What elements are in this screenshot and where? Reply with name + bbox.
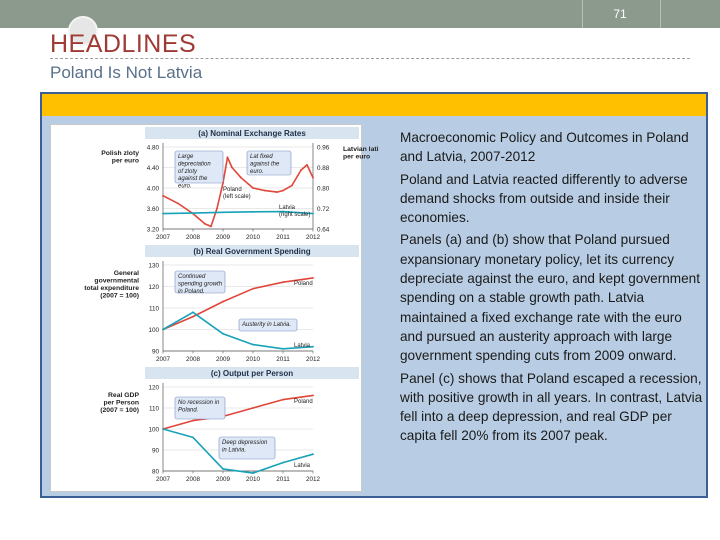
poland-point	[222, 301, 224, 303]
text-paragraph-1: Poland and Latvia reacted differently to adverse demand shocks from outside and inside their economies.	[400, 171, 688, 226]
poland-point	[204, 223, 206, 225]
y-tick-label: 110	[148, 305, 159, 313]
y-tick-label: 4.80	[146, 144, 159, 152]
latvia-point	[192, 437, 194, 439]
y-tick-label: 120	[148, 283, 159, 291]
callout-text: Deep depression	[222, 440, 268, 446]
poland-point	[162, 195, 164, 197]
y-axis-label: per Person	[103, 399, 139, 407]
latvia-point	[222, 211, 224, 213]
x-tick-label: 2012	[305, 476, 321, 483]
latvia-point	[162, 329, 164, 331]
callout-text: Lat fixed	[250, 154, 273, 160]
series-label: (right scale)	[279, 212, 311, 218]
x-tick-label: 2010	[245, 476, 261, 483]
latvia-point	[252, 472, 254, 474]
y2-axis-label: Latvian lati	[343, 146, 379, 153]
y2-tick-label: 0.72	[317, 205, 330, 213]
poland-point	[282, 190, 284, 192]
panel-title: (b) Real Government Spending	[193, 247, 311, 256]
y-tick-label: 90	[151, 348, 159, 356]
poland-point	[300, 169, 302, 171]
x-tick-label: 2012	[305, 234, 321, 241]
x-tick-label: 2011	[276, 356, 290, 363]
callout-text: euro.	[178, 183, 192, 190]
poland-point	[312, 177, 314, 179]
latvia-point	[282, 348, 284, 350]
series-label: Poland	[294, 281, 313, 287]
latvia-point	[192, 212, 194, 214]
poland-point	[177, 202, 179, 204]
callout-text: of zloty	[178, 168, 198, 175]
x-tick-label: 2009	[215, 356, 231, 363]
y-axis-label: Real GDP	[108, 392, 139, 399]
y-axis-label: governmental	[94, 277, 139, 285]
y-tick-label: 4.00	[146, 185, 159, 193]
x-tick-label: 2007	[155, 356, 171, 363]
x-tick-label: 2010	[245, 356, 261, 363]
x-tick-label: 2009	[215, 234, 231, 241]
y-axis-label: Polish zloty	[101, 150, 139, 157]
poland-point	[252, 187, 254, 189]
poland-point	[210, 226, 212, 228]
poland-point	[252, 407, 254, 409]
x-tick-label: 2010	[245, 234, 261, 241]
latvia-point	[312, 346, 314, 348]
content-panel	[40, 92, 708, 498]
y-tick-label: 100	[148, 326, 159, 334]
poland-point	[192, 316, 194, 318]
latvia-point	[282, 462, 284, 464]
callout-text: euro.	[250, 168, 264, 175]
callout-text: Poland.	[178, 407, 199, 414]
x-tick-label: 2007	[155, 476, 171, 483]
latvia-point	[252, 211, 254, 213]
callout-text: depreciation	[178, 161, 211, 168]
y-axis-label: General	[113, 270, 139, 277]
callout-text: Austerity in Latvia.	[242, 322, 292, 328]
latvia-point	[162, 428, 164, 430]
poland-point	[192, 420, 194, 422]
top-bar	[0, 0, 720, 28]
text-paragraph-3: Panel (c) shows that Poland escaped a recession, with positive growth in all years. In contrast, Latvia fell into a deep depression, and real GDP per capita fell 20% from its 2007 peak.	[400, 370, 703, 444]
poland-point	[306, 164, 308, 166]
series-label: Latvia	[294, 463, 311, 469]
poland-point	[282, 281, 284, 283]
title-divider	[50, 58, 690, 59]
page-title: HEADLINES	[50, 30, 197, 58]
x-tick-label: 2012	[305, 356, 321, 363]
y-tick-label: 4.40	[146, 164, 159, 172]
callout-text: against the	[250, 161, 280, 168]
x-tick-label: 2008	[185, 476, 201, 483]
figure	[50, 124, 379, 492]
x-tick-label: 2009	[215, 476, 231, 483]
poland-point	[312, 395, 314, 397]
top-bar-divider	[582, 0, 583, 28]
figure-svg	[51, 125, 379, 491]
page-subtitle: Poland Is Not Latvia	[50, 63, 203, 82]
poland-point	[216, 208, 218, 210]
series-label: Poland	[223, 187, 242, 193]
y-axis-label: per euro	[111, 157, 139, 165]
callout-text: spending growth	[178, 281, 223, 288]
y-tick-label: 3.60	[146, 205, 159, 213]
poland-point	[240, 177, 242, 179]
y-axis-label: (2007 = 100)	[100, 407, 139, 414]
y2-tick-label: 0.96	[317, 144, 330, 152]
y-tick-label: 130	[148, 262, 159, 270]
callout-text: in Poland.	[178, 288, 205, 295]
latvia-point	[222, 468, 224, 470]
y2-axis-label: per euro	[343, 153, 371, 161]
y2-tick-label: 0.88	[317, 164, 330, 172]
latvia-point	[192, 311, 194, 313]
panel-title: (a) Nominal Exchange Rates	[198, 129, 306, 138]
poland-point	[231, 167, 233, 169]
series-label: Latvia	[294, 343, 311, 349]
callout-text: in Latvia.	[222, 447, 247, 454]
y-tick-label: 120	[148, 384, 159, 392]
y-axis-label: (2007 = 100)	[100, 292, 139, 300]
x-tick-label: 2008	[185, 356, 201, 363]
y-tick-label: 110	[148, 405, 159, 413]
poland-point	[312, 277, 314, 279]
series-label: (left scale)	[223, 194, 251, 200]
y2-tick-label: 0.64	[317, 226, 330, 234]
series-label: Poland	[294, 399, 313, 405]
y-tick-label: 100	[148, 426, 159, 434]
y-tick-label: 90	[151, 447, 159, 455]
x-tick-label: 2007	[155, 234, 171, 241]
x-tick-label: 2011	[276, 476, 290, 483]
callout-text: Continued	[178, 274, 206, 280]
latvia-point	[162, 213, 164, 215]
poland-point	[291, 185, 293, 187]
poland-point	[227, 156, 229, 158]
panel-title: (c) Output per Person	[210, 369, 294, 378]
poland-point	[264, 190, 266, 192]
y2-tick-label: 0.80	[317, 185, 330, 193]
slide-number: 71	[613, 7, 627, 21]
poland-point	[252, 288, 254, 290]
x-tick-label: 2008	[185, 234, 201, 241]
poland-point	[276, 191, 278, 193]
top-bar-divider	[660, 0, 661, 28]
highlight-bar	[42, 94, 706, 116]
latvia-point	[312, 213, 314, 215]
latvia-point	[252, 344, 254, 346]
latvia-point	[222, 333, 224, 335]
text-paragraph-2: Panels (a) and (b) show that Poland pursued expansionary monetary policy, let its currency depreciate against the euro, and kept government spending on a stable growth path. Latvia maintained a fixed exchange rate with the euro and pursued an austerity approach with large government spending cuts from 2009 onward.	[400, 232, 701, 364]
callout-text: against the	[178, 176, 208, 183]
y-axis-label: total expenditure	[84, 285, 139, 292]
y-tick-label: 3.20	[146, 226, 159, 234]
x-tick-label: 2011	[276, 234, 290, 241]
callout-text: No recession in	[178, 400, 220, 406]
y-tick-label: 80	[151, 468, 159, 476]
callout-text: Large	[178, 154, 194, 160]
series-label: Latvia	[279, 205, 296, 211]
text-column	[400, 128, 706, 449]
latvia-point	[312, 453, 314, 455]
poland-point	[282, 399, 284, 401]
text-heading: Macroeconomic Policy and Outcomes in Poland and Latvia, 2007-2012	[400, 130, 689, 165]
